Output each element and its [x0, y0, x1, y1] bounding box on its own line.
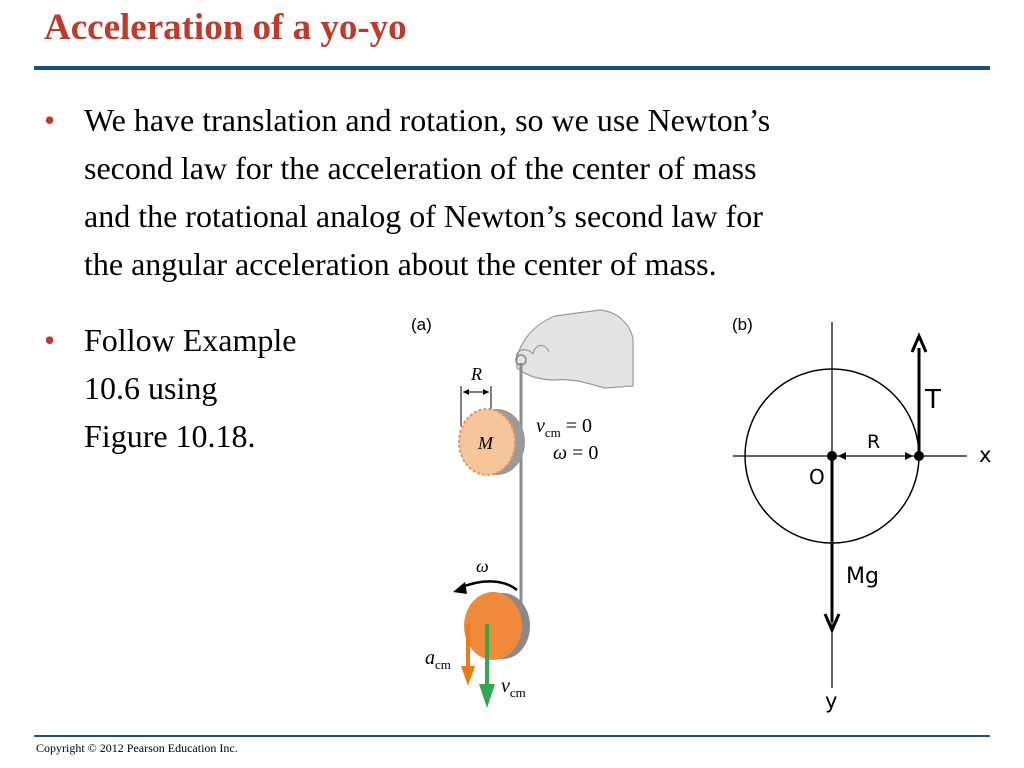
title-divider — [34, 66, 990, 70]
panel-b-label: (b) — [732, 315, 753, 334]
yoyo-falling — [464, 592, 530, 660]
footer-divider — [34, 735, 990, 737]
slide-title: Acceleration of a yo-yo — [44, 7, 407, 48]
vcm-arrow — [479, 684, 495, 708]
bullet-2-text — [84, 316, 296, 460]
panel-a-label: (a) — [411, 315, 432, 334]
radius-label-a: R — [471, 364, 482, 384]
bullet-2-line-1: Follow Example — [84, 322, 297, 358]
bullet-marker: • — [44, 102, 56, 138]
acm-arrow — [461, 666, 475, 686]
panel-a — [411, 310, 633, 708]
bullet-marker: • — [44, 322, 56, 358]
weight-label: Mg — [846, 564, 879, 589]
copyright-text: Copyright © 2012 Pearson Education Inc. — [36, 741, 238, 755]
bullet-2-line-3: Figure 10.18. — [84, 418, 256, 454]
yoyo-figure — [405, 308, 1005, 718]
panel-b — [732, 315, 991, 713]
origin-label: O — [809, 465, 825, 489]
vcm-arrow-label: $v_{cm}$ — [501, 675, 526, 700]
bullet-1-text — [84, 96, 770, 288]
radius-label-b: R — [867, 431, 881, 453]
x-axis-label: x — [979, 443, 992, 467]
y-axis-label: y — [825, 689, 838, 713]
vcm-rest-text: $v_{cm} = 0$ — [536, 415, 593, 440]
bullet-1-line-4: the angular acceleration about the center of mass. — [84, 246, 717, 282]
bullet-1-line-3: and the rotational analog of Newton’s second law for — [84, 198, 763, 234]
yoyo-at-rest — [459, 409, 525, 475]
bullet-1-line-2: second law for the acceleration of the center of mass — [84, 150, 757, 186]
mass-label: M — [478, 433, 493, 453]
bullet-2-line-2: 10.6 using — [84, 370, 218, 406]
acm-label: $a_{cm}$ — [425, 647, 451, 672]
bullet-1-line-1: We have translation and rotation, so we use Newton’s — [84, 102, 771, 138]
tension-label: T — [925, 385, 941, 415]
omega-rest-text: ω = 0 — [553, 442, 599, 464]
omega-arrow-label: ω — [476, 556, 489, 576]
